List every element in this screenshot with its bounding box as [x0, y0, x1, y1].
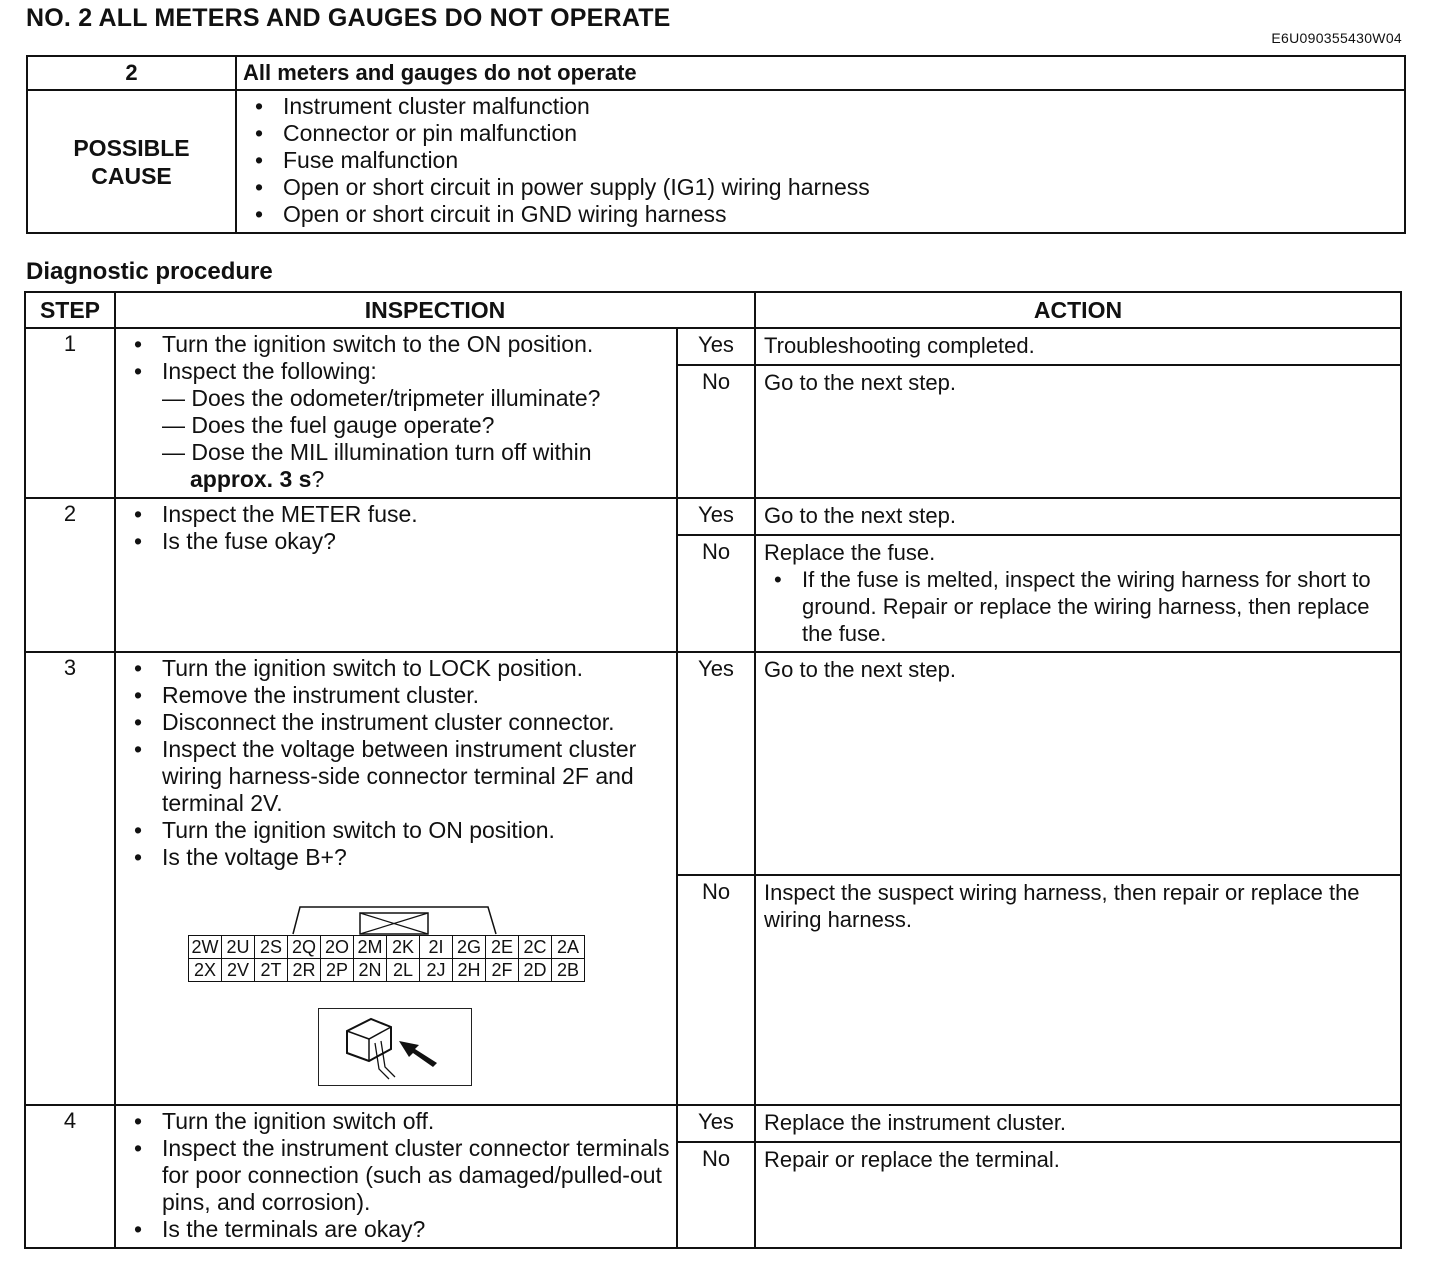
possible-cause-list [251, 93, 1404, 228]
terminal-cell: 2B [552, 959, 585, 982]
table-row [25, 652, 1401, 875]
table-row [25, 328, 1401, 365]
inspection-item: • Inspect the voltage between instrument cluster wiring harness-side connector terminal 2F and terminal 2V. [130, 736, 670, 817]
yes-action: Replace the instrument cluster. [755, 1105, 1401, 1142]
terminal-cell: 2W [189, 936, 222, 959]
step-number: 1 [25, 328, 115, 498]
step-number: 4 [25, 1105, 115, 1248]
terminal-cell: 2U [222, 936, 255, 959]
terminal-cell: 2S [255, 936, 288, 959]
possible-cause-label-line2: CAUSE [91, 162, 172, 189]
terminal-cell: 2K [387, 936, 420, 959]
terminal-cell: 2M [354, 936, 387, 959]
inspection-subitem: — Does the fuel gauge operate? [162, 412, 495, 438]
yes-label: Yes [677, 1105, 755, 1142]
column-header-step: STEP [25, 292, 115, 328]
inspection-item: • Is the voltage B+? [130, 844, 670, 871]
terminal-cell: 2H [453, 959, 486, 982]
symptom-header-table [26, 55, 1406, 234]
diagnostic-procedure-table [24, 291, 1402, 1249]
step-number: 3 [25, 652, 115, 1105]
step-number: 2 [25, 498, 115, 652]
document-id: E6U090355430W04 [1271, 30, 1402, 46]
possible-cause-label [27, 90, 236, 233]
inspection-item: • Turn the ignition switch off. [130, 1108, 670, 1135]
no-action: Go to the next step. [755, 365, 1401, 498]
terminal-cell: 2I [420, 936, 453, 959]
cause-item: • Instrument cluster malfunction [251, 93, 1404, 120]
terminal-cell: 2L [387, 959, 420, 982]
no-label: No [677, 365, 755, 498]
terminal-cell: 2J [420, 959, 453, 982]
no-label: No [677, 535, 755, 652]
terminal-cell: 2N [354, 959, 387, 982]
inspection-item: • Remove the instrument cluster. [130, 682, 670, 709]
inspection-cell [115, 1105, 677, 1248]
column-header-action: ACTION [755, 292, 1401, 328]
question-mark: ? [311, 466, 325, 492]
time-threshold: approx. 3 s [190, 466, 312, 492]
section-title: Diagnostic procedure [26, 258, 273, 285]
inspection-item: • Inspect the instrument cluster connector terminals for poor connection (such as damaged/pulled-out pins, and corrosion). [130, 1135, 670, 1216]
inspection-item: • Disconnect the instrument cluster connector. [130, 709, 670, 736]
inspection-item: • Inspect the following: [130, 358, 670, 385]
inspection-subitem: — Dose the MIL illumination turn off within [162, 439, 592, 465]
cause-item: • Open or short circuit in GND wiring harness [251, 201, 1404, 228]
yes-label: Yes [677, 328, 755, 365]
inspection-cell [115, 652, 677, 1105]
terminal-cell: 2R [288, 959, 321, 982]
symptom-number: 2 [27, 56, 236, 90]
terminal-cell: 2O [321, 936, 354, 959]
symptom-subject: All meters and gauges do not operate [236, 56, 1405, 90]
cause-item: • Fuse malfunction [251, 147, 1404, 174]
yes-label: Yes [677, 498, 755, 535]
cause-item: • Open or short circuit in power supply (IG1) wiring harness [251, 174, 1404, 201]
inspection-item: • Turn the ignition switch to ON position. [130, 817, 670, 844]
no-action: Repair or replace the terminal. [755, 1142, 1401, 1248]
inspection-subitem-continued [130, 466, 670, 493]
terminal-cell: 2F [486, 959, 519, 982]
column-header-inspection: INSPECTION [115, 292, 755, 328]
no-label: No [677, 875, 755, 1105]
inspection-item: • Turn the ignition switch to the ON position. [130, 331, 670, 358]
table-row [25, 498, 1401, 535]
inspection-item: • Turn the ignition switch to LOCK position. [130, 655, 670, 682]
no-action-detail: • If the fuse is melted, inspect the wiring harness for short to ground. Repair or replace the wiring harness, then replace the fuse. [764, 566, 1394, 647]
terminal-cell: 2Q [288, 936, 321, 959]
terminal-cell: 2V [222, 959, 255, 982]
connector-row-bottom [189, 959, 585, 982]
terminal-cell: 2T [255, 959, 288, 982]
inspection-cell [115, 498, 677, 652]
inspection-subitem: — Does the odometer/tripmeter illuminate? [162, 385, 601, 411]
terminal-cell: 2A [552, 936, 585, 959]
no-action: Inspect the suspect wiring harness, then repair or replace the wiring harness. [755, 875, 1401, 1105]
no-action: Replace the fuse. [764, 540, 936, 565]
inspection-item: • Is the terminals are okay? [130, 1216, 670, 1243]
terminal-cell: 2P [321, 959, 354, 982]
harness-side-connector-icon [318, 1008, 472, 1086]
terminal-cell: 2C [519, 936, 552, 959]
connector-diagram [188, 901, 670, 982]
possible-cause-label-line1: POSSIBLE [73, 134, 190, 161]
table-row [25, 1105, 1401, 1142]
connector-row-top [189, 936, 585, 959]
inspection-item: • Inspect the METER fuse. [130, 501, 670, 528]
no-label: No [677, 1142, 755, 1248]
inspection-item: • Is the fuse okay? [130, 528, 670, 555]
terminal-cell: 2G [453, 936, 486, 959]
yes-action: Go to the next step. [755, 652, 1401, 875]
terminal-cell: 2E [486, 936, 519, 959]
connector-terminal-grid [188, 935, 585, 982]
terminal-cell: 2X [189, 959, 222, 982]
inspection-cell [115, 328, 677, 498]
page-title: NO. 2 ALL METERS AND GAUGES DO NOT OPERATE [26, 4, 671, 32]
connector-latch-drawing [188, 901, 608, 935]
terminal-cell: 2D [519, 959, 552, 982]
no-action-cell [755, 535, 1401, 652]
yes-action: Troubleshooting completed. [755, 328, 1401, 365]
yes-label: Yes [677, 652, 755, 875]
cause-item: • Connector or pin malfunction [251, 120, 1404, 147]
possible-cause-list-cell [236, 90, 1405, 233]
yes-action: Go to the next step. [755, 498, 1401, 535]
